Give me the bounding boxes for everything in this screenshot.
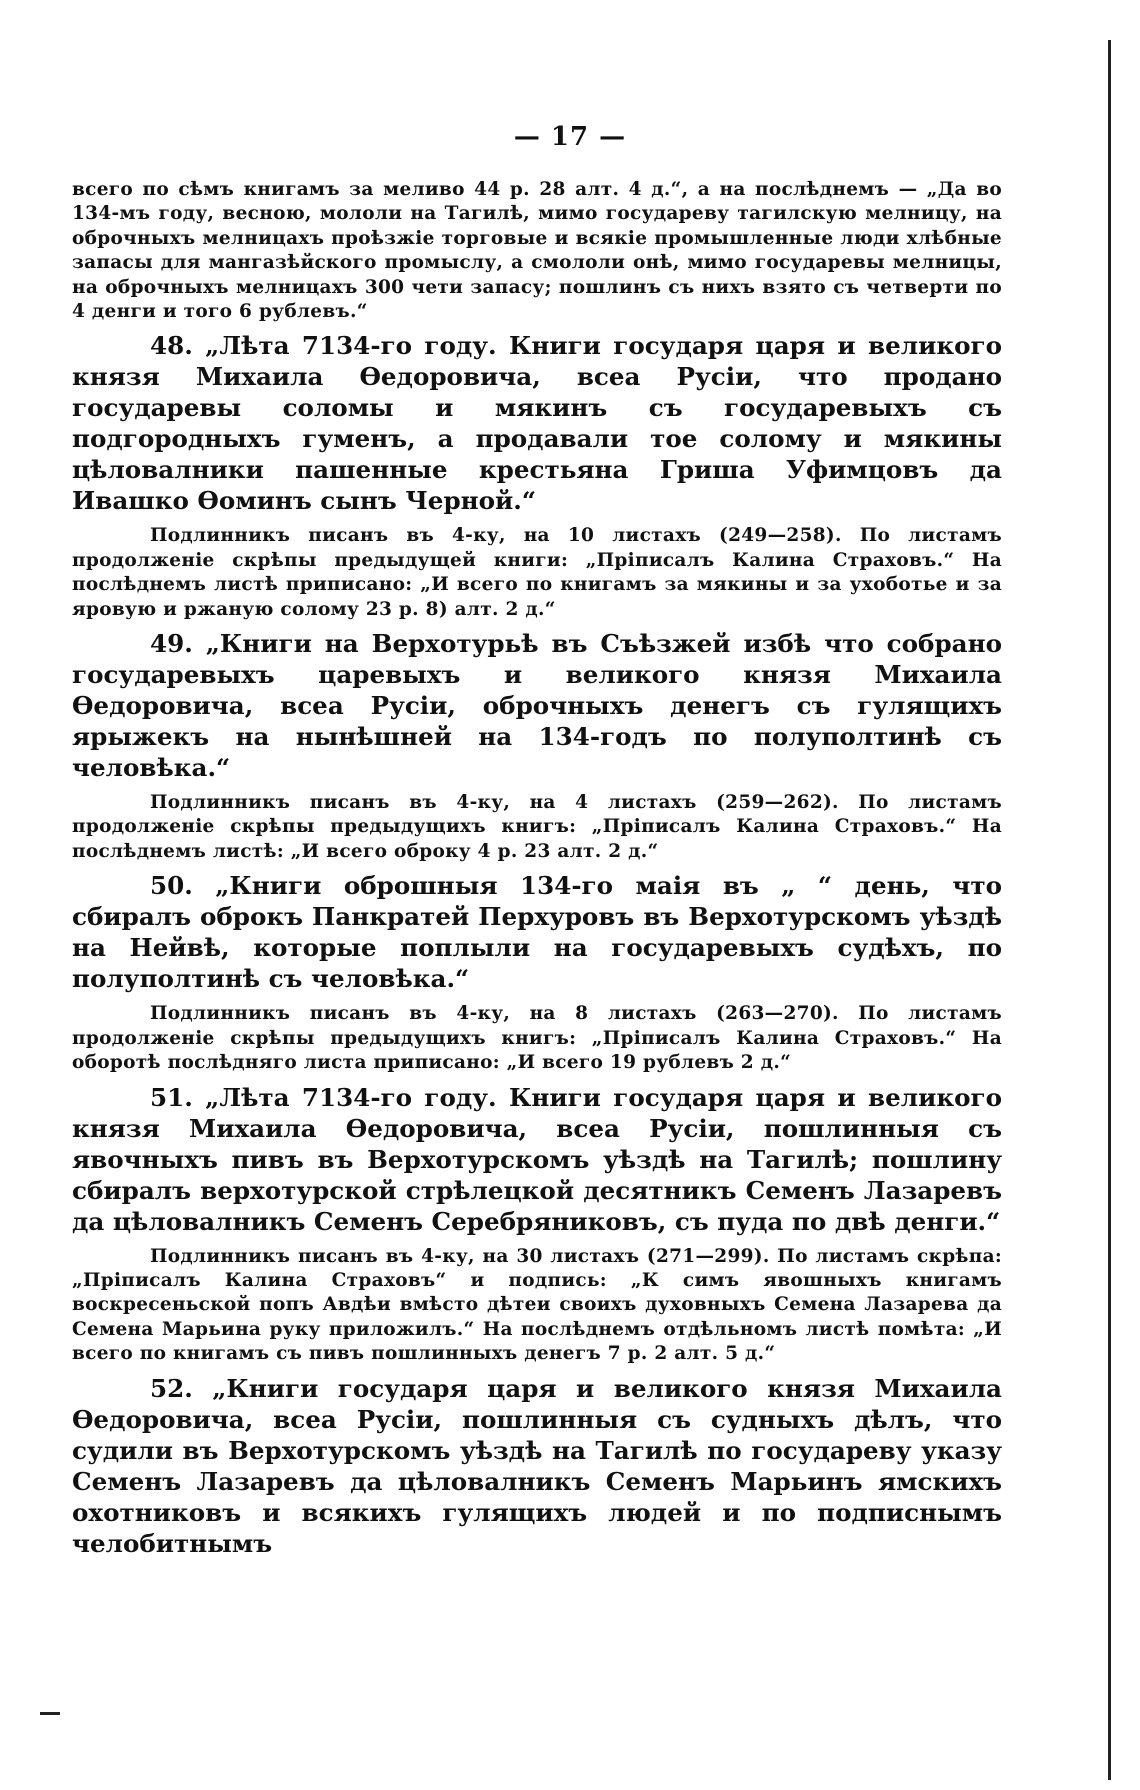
note-49: Подлинникъ писанъ въ 4-ку, на 4 листахъ (259—262). По листамъ продолженіе скрѣпы предыдущихъ книгъ: „Пріписалъ Калина Страховъ.“ На послѣднемъ листѣ: „И всего оброку 4 р. 23 алт. 2 д.“ xyxy=(72,792,1002,862)
page-number: — 17 — xyxy=(513,122,627,152)
note-continuation: всего по сѣмъ книгамъ за меливо 44 р. 28 алт. 4 д.“, а на послѣднемъ — „Да во 134-мъ году, весною, мололи на Тагилѣ, мимо государеву тагилскую мелницу, на оброчныхъ мелницахъ проѣзжіе торговые и всякіе промышленные люди хлѣбные запасы для мангазѣйского промыслу, а смололи онѣ, мимо государевы мелницы, на оброчныхъ мелницахъ 300 чети запасу; пошлинъ съ нихъ взято съ четверти по 4 денги и того 6 рублевъ.“ xyxy=(72,179,1002,323)
page-body xyxy=(72,178,1002,1559)
note-48: Подлинникъ писанъ въ 4-ку, на 10 листахъ (249—258). По листамъ продолженіе скрѣпы предыдущей книги: „Пріписалъ Калина Страховъ.“ На послѣднемъ листѣ приписано: „И всего по книгамъ за мякины и за ухоботье и за яровую и ржаную солому 23 р. 8) алт. 2 д.“ xyxy=(72,525,1002,620)
page-edge-line xyxy=(1108,40,1111,1780)
entry-50: 50. „Книги оброшныя 134-го маія въ „ “ день, что сбиралъ оброкъ Панкратей Перхуровъ въ Верхотурскомъ уѣздѣ на Нейвѣ, которые поплыли на государевыхъ судѣхъ, по полуполтинѣ съ человѣка.“ xyxy=(72,871,1002,994)
note-51: Подлинникъ писанъ въ 4-ку, на 30 листахъ (271—299). По листамъ скрѣпа: „Пріписалъ Калина Страховъ“ и подпись: „К симъ явошныхъ книгамъ воскресеньской попъ Авдѣи вмѣсто дѣтеи своихъ духовныхъ Семена Лазарева да Семена Марьина руку приложилъ.“ На послѣднемъ отдѣльномъ листѣ помѣта: „И всего по книгамъ съ пивъ пошлинныхъ денегъ 7 р. 2 алт. 5 д.“ xyxy=(72,1245,1002,1365)
entry-51: 51. „Лѣта 7134-го году. Книги государя царя и великого князя Михаила Ѳедоровича, всеа Русіи, пошлинныя съ явочныхъ пивъ въ Верхотурскомъ уѣздѣ на Тагилѣ; пошлину сбиралъ верхотурской стрѣлецкой десятникъ Семенъ Лазаревъ да цѣловалникъ Семенъ Серебряниковъ, съ пуда по двѣ денги.“ xyxy=(72,1082,1002,1236)
entry-52: 52. „Книги государя царя и великого князя Михаила Ѳедоровича, всеа Русіи, пошлинныя съ судныхъ дѣлъ, что судили въ Верхотурскомъ уѣздѣ на Тагилѣ по государеву указу Семенъ Лазаревъ да цѣловалникъ Семенъ Марьинъ ямскихъ охотниковъ и всякихъ гулящихъ людей и по подписнымъ челобитнымъ xyxy=(72,1373,1002,1558)
note-50: Подлинникъ писанъ въ 4-ку, на 8 листахъ (263—270). По листамъ продолженіе скрѣпы предыдущихъ книгъ: „Пріписалъ Калина Страховъ.“ На оборотѣ послѣдняго листа приписано: „И всего 19 рублевъ 2 д.“ xyxy=(72,1003,1002,1074)
entry-48: 48. „Лѣта 7134-го году. Книги государя царя и великого князя Михаила Ѳедоровича, всеа Русіи, что продано государевы соломы и мякинъ съ государевыхъ съ подгородныхъ гуменъ, а продавали тое солому и мякины цѣловалники пашенные крестьяна Гриша Уфимцовъ да Ивашко Ѳоминъ сынъ Черной.“ xyxy=(72,331,1002,516)
margin-mark xyxy=(40,1712,60,1715)
entry-49: 49. „Книги на Верхотурьѣ въ Съѣзжей избѣ что собрано государевыхъ царевыхъ и великого князя Михаила Ѳедоровича, всеа Русіи, оброчныхъ денегъ съ гулящихъ ярыжекъ на нынѣшней на 134-годъ по полуполтинѣ съ человѣка.“ xyxy=(72,629,1002,783)
